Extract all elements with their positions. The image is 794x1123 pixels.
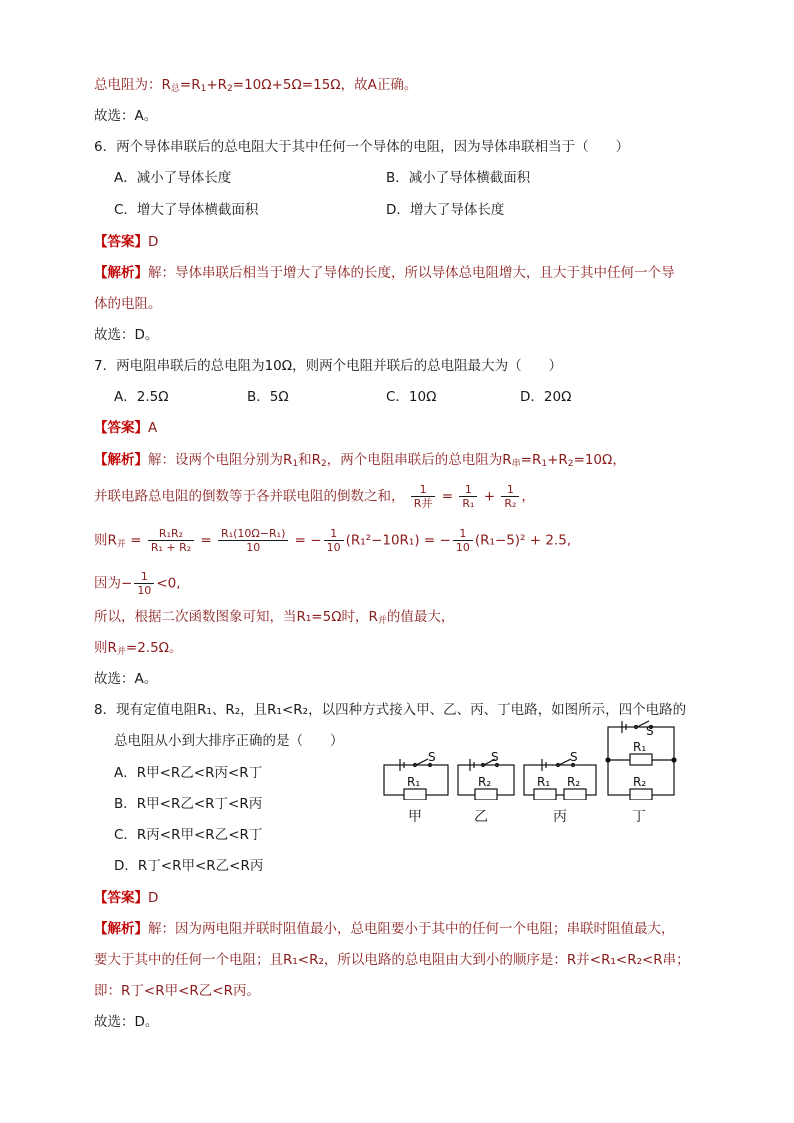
svg-text:R₂: R₂ xyxy=(633,775,647,789)
svg-text:S: S xyxy=(491,750,499,764)
circuit-diagrams xyxy=(378,715,678,800)
q6-select: 故选：D。 xyxy=(94,327,159,343)
q7-stem: 7．两电阻串联后的总电阻为10Ω，则两个电阻并联后的总电阻最大为（ ） xyxy=(94,358,563,374)
circuit-label-ding: 丁 xyxy=(632,809,646,825)
q6-answer: 【答案】D xyxy=(94,234,159,250)
prev-select: 故选：A。 xyxy=(94,108,158,124)
q8-option-d[interactable]: D．R丁<R甲<R乙<R丙 xyxy=(114,858,264,874)
svg-text:S: S xyxy=(646,724,654,738)
svg-text:R₂: R₂ xyxy=(567,775,581,789)
q7-analysis-line3: 则$R_并$ = $\frac{\text{R₁R₂}}{\text{R₁ + R₂}}$ = $\frac{\text{R₁(10Ω−R₁)}}{10}$ = − $\frac{1}{10}$ (R₁²−10R₁) = − $\frac{1}{10}$ (R₁−5)² + 2.5, xyxy=(94,527,572,554)
q8-analysis-line2: 要大于其中的任何一个电阻；且R₁<R₂，所以电路的总电阻由大到小的顺序是：R并<R₁<R₂<R串； xyxy=(94,952,690,968)
q7-select: 故选：A。 xyxy=(94,671,158,687)
circuit-label-jia: 甲 xyxy=(408,809,422,825)
svg-text:S: S xyxy=(570,750,578,764)
q8-option-b[interactable]: B．R甲<R乙<R丁<R丙 xyxy=(114,796,263,812)
q7-option-a[interactable]: A．2.5Ω xyxy=(114,389,169,405)
q8-option-c[interactable]: C．R丙<R甲<R乙<R丁 xyxy=(114,827,263,843)
q6-option-d[interactable]: D．增大了导体长度 xyxy=(386,202,505,218)
svg-text:R₁: R₁ xyxy=(633,740,647,754)
fraction-one-over-r1: $\frac{1}{\text{R₁}}$ xyxy=(459,483,477,510)
q8-stem-line1: 8．现有定值电阻R₁、R₂，且R₁<R₂，以四种方式接入甲、乙、丙、丁电路，如图所示，四个电路的 xyxy=(94,702,687,718)
q6-option-b[interactable]: B．减小了导体横截面积 xyxy=(386,170,531,186)
q7-option-d[interactable]: D．20Ω xyxy=(520,389,572,405)
q7-analysis-line2: 并联电路总电阻的倒数等于各并联电阻的倒数之和， $\frac{1}{\text{R并}}$ = $\frac{1}{\text{R₁}}$ + $\frac{1}{\text{R₂}}$ ， xyxy=(94,483,535,510)
q7-option-b[interactable]: B．5Ω xyxy=(247,389,289,405)
q8-option-a[interactable]: A．R甲<R乙<R丙<R丁 xyxy=(114,765,263,781)
q6-option-c[interactable]: C．增大了导体横截面积 xyxy=(114,202,259,218)
fraction-one-over-r2: $\frac{1}{\text{R₂}}$ xyxy=(501,483,519,510)
circuit-bing xyxy=(524,759,596,800)
q8-stem-line2: 总电阻从小到大排序正确的是（ ） xyxy=(114,733,344,749)
q7-analysis-line6: 则$R_并=2.5\Omega$。 xyxy=(94,640,183,657)
fraction-one-over-rpar: $\frac{1}{\text{R并}}$ xyxy=(411,483,436,510)
circuit-label-bing: 丙 xyxy=(553,809,567,825)
q7-answer: 【答案】A xyxy=(94,420,158,436)
q6-analysis-line2: 体的电阻。 xyxy=(94,296,162,312)
svg-text:S: S xyxy=(428,750,436,764)
q7-analysis-line5: 所以，根据二次函数图象可知，当R₁=5Ω时，$R_并$的值最大， xyxy=(94,609,455,626)
q8-analysis-line3: 即：R丁<R甲<R乙<R丙。 xyxy=(94,983,260,999)
circuit-label-yi: 乙 xyxy=(474,809,488,825)
q6-analysis-line1: 【解析】解：导体串联后相当于增大了导体的长度，所以导体总电阻增大，且大于其中任何一个导 xyxy=(94,265,675,281)
svg-text:R₂: R₂ xyxy=(478,775,492,789)
prev-total-resistance: 总电阻为：$R_总=R_1+R_2=10\Omega+5\Omega=15\Omega$，故A正确。 xyxy=(94,77,418,94)
q6-option-a[interactable]: A．减小了导体长度 xyxy=(114,170,232,186)
q7-analysis-line4: 因为− $\frac{1}{10}$ <0, xyxy=(94,570,181,597)
q7-option-c[interactable]: C．10Ω xyxy=(386,389,437,405)
svg-text:R₁: R₁ xyxy=(407,775,421,789)
q7-analysis-line1: 【解析】解：设两个电阻分别为$R_1$和$R_2$，两个电阻串联后的总电阻为$R_串=R_1+R_2=10\Omega$， xyxy=(94,452,626,469)
q8-answer: 【答案】D xyxy=(94,890,159,906)
q8-analysis-line1: 【解析】解：因为两电阻并联时阻值最小，总电阻要小于其中的任何一个电阻；串联时阻值最大， xyxy=(94,921,675,937)
q8-select: 故选：D。 xyxy=(94,1014,159,1030)
q6-stem: 6．两个导体串联后的总电阻大于其中任何一个导体的电阻，因为导体串联相当于（ ） xyxy=(94,139,630,155)
svg-text:R₁: R₁ xyxy=(537,775,551,789)
